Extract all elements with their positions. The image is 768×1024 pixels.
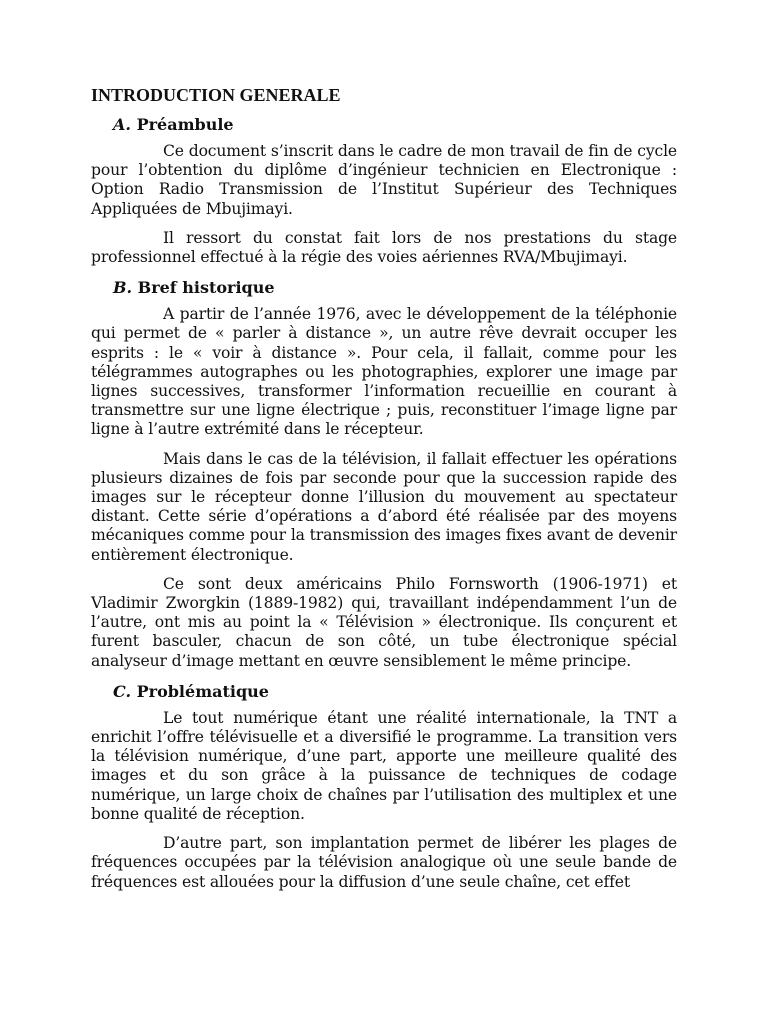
- section-heading-problematique: [113, 681, 677, 703]
- page-title: INTRODUCTION GENERALE: [91, 85, 341, 105]
- section-title: Préambule: [136, 115, 234, 134]
- section-heading-preambule: [113, 114, 677, 136]
- paragraph: Ce sont deux américains Philo Fornsworth (1906-1971) et Vladimir Zworgkin (1889-1982) qui, travaillant indépendamment l’un de l’autre, ont mis au point la « Télévision » électronique. Ils conçurent et furent basculer, chacun de son côté, un tube électronique spécial analyseur d’image mettant en œuvre sensiblement le même principe.: [91, 574, 677, 670]
- section-heading-bref-historique: [113, 277, 677, 299]
- paragraph: Il ressort du constat fait lors de nos prestations du stage professionnel effectué à la régie des voies aériennes RVA/Mbujimayi.: [91, 228, 677, 267]
- document-page: [91, 84, 677, 902]
- paragraph: Ce document s’inscrit dans le cadre de mon travail de fin de cycle pour l’obtention du diplôme d’ingénieur technicien en Electronique : Option Radio Transmission de l’Institut Supérieur des Techniques Appliquées de Mbujimayi.: [91, 142, 677, 218]
- section-letter: C.: [113, 681, 132, 701]
- section-letter: B.: [113, 278, 133, 298]
- section-title: Problématique: [136, 681, 269, 701]
- paragraph: Mais dans le cas de la télévision, il fallait effectuer les opérations plusieurs dizaines de fois par seconde pour que la succession rapide des images sur le récepteur donne l’illusion du mouvement au spectateur distant. Cette série d’opérations a d’abord été réalisée par des moyens mécaniques comme pour la transmission des images fixes avant de devenir entièrement électronique.: [91, 449, 677, 564]
- paragraph: Le tout numérique étant une réalité internationale, la TNT a enrichit l’offre télévisuelle et a diversifié le programme. La transition vers la télévision numérique, d’une part, apporte une meilleure qualité des images et du son grâce à la puissance de techniques de codage numérique, un large choix de chaînes par l’utilisation des multiplex et une bonne qualité de réception.: [91, 708, 677, 823]
- paragraph: A partir de l’année 1976, avec le développement de la téléphonie qui permet de « parler à distance », un autre rêve devrait occuper les esprits : le « voir à distance ». Pour cela, il fallait, comme pour les télégrammes autographes ou les photographies, explorer une image par lignes successives, transformer l’information recueillie en courant à transmettre sur une ligne électrique ; puis, reconstituer l’image ligne par ligne à l’autre extrémité dans le récepteur.: [91, 305, 677, 439]
- paragraph: D’autre part, son implantation permet de libérer les plages de fréquences occupées par la télévision analogique où une seule bande de fréquences est allouées pour la diffusion d’une seule chaîne, cet effet: [91, 834, 677, 891]
- section-letter: A.: [113, 115, 131, 134]
- section-title: Bref historique: [137, 278, 275, 298]
